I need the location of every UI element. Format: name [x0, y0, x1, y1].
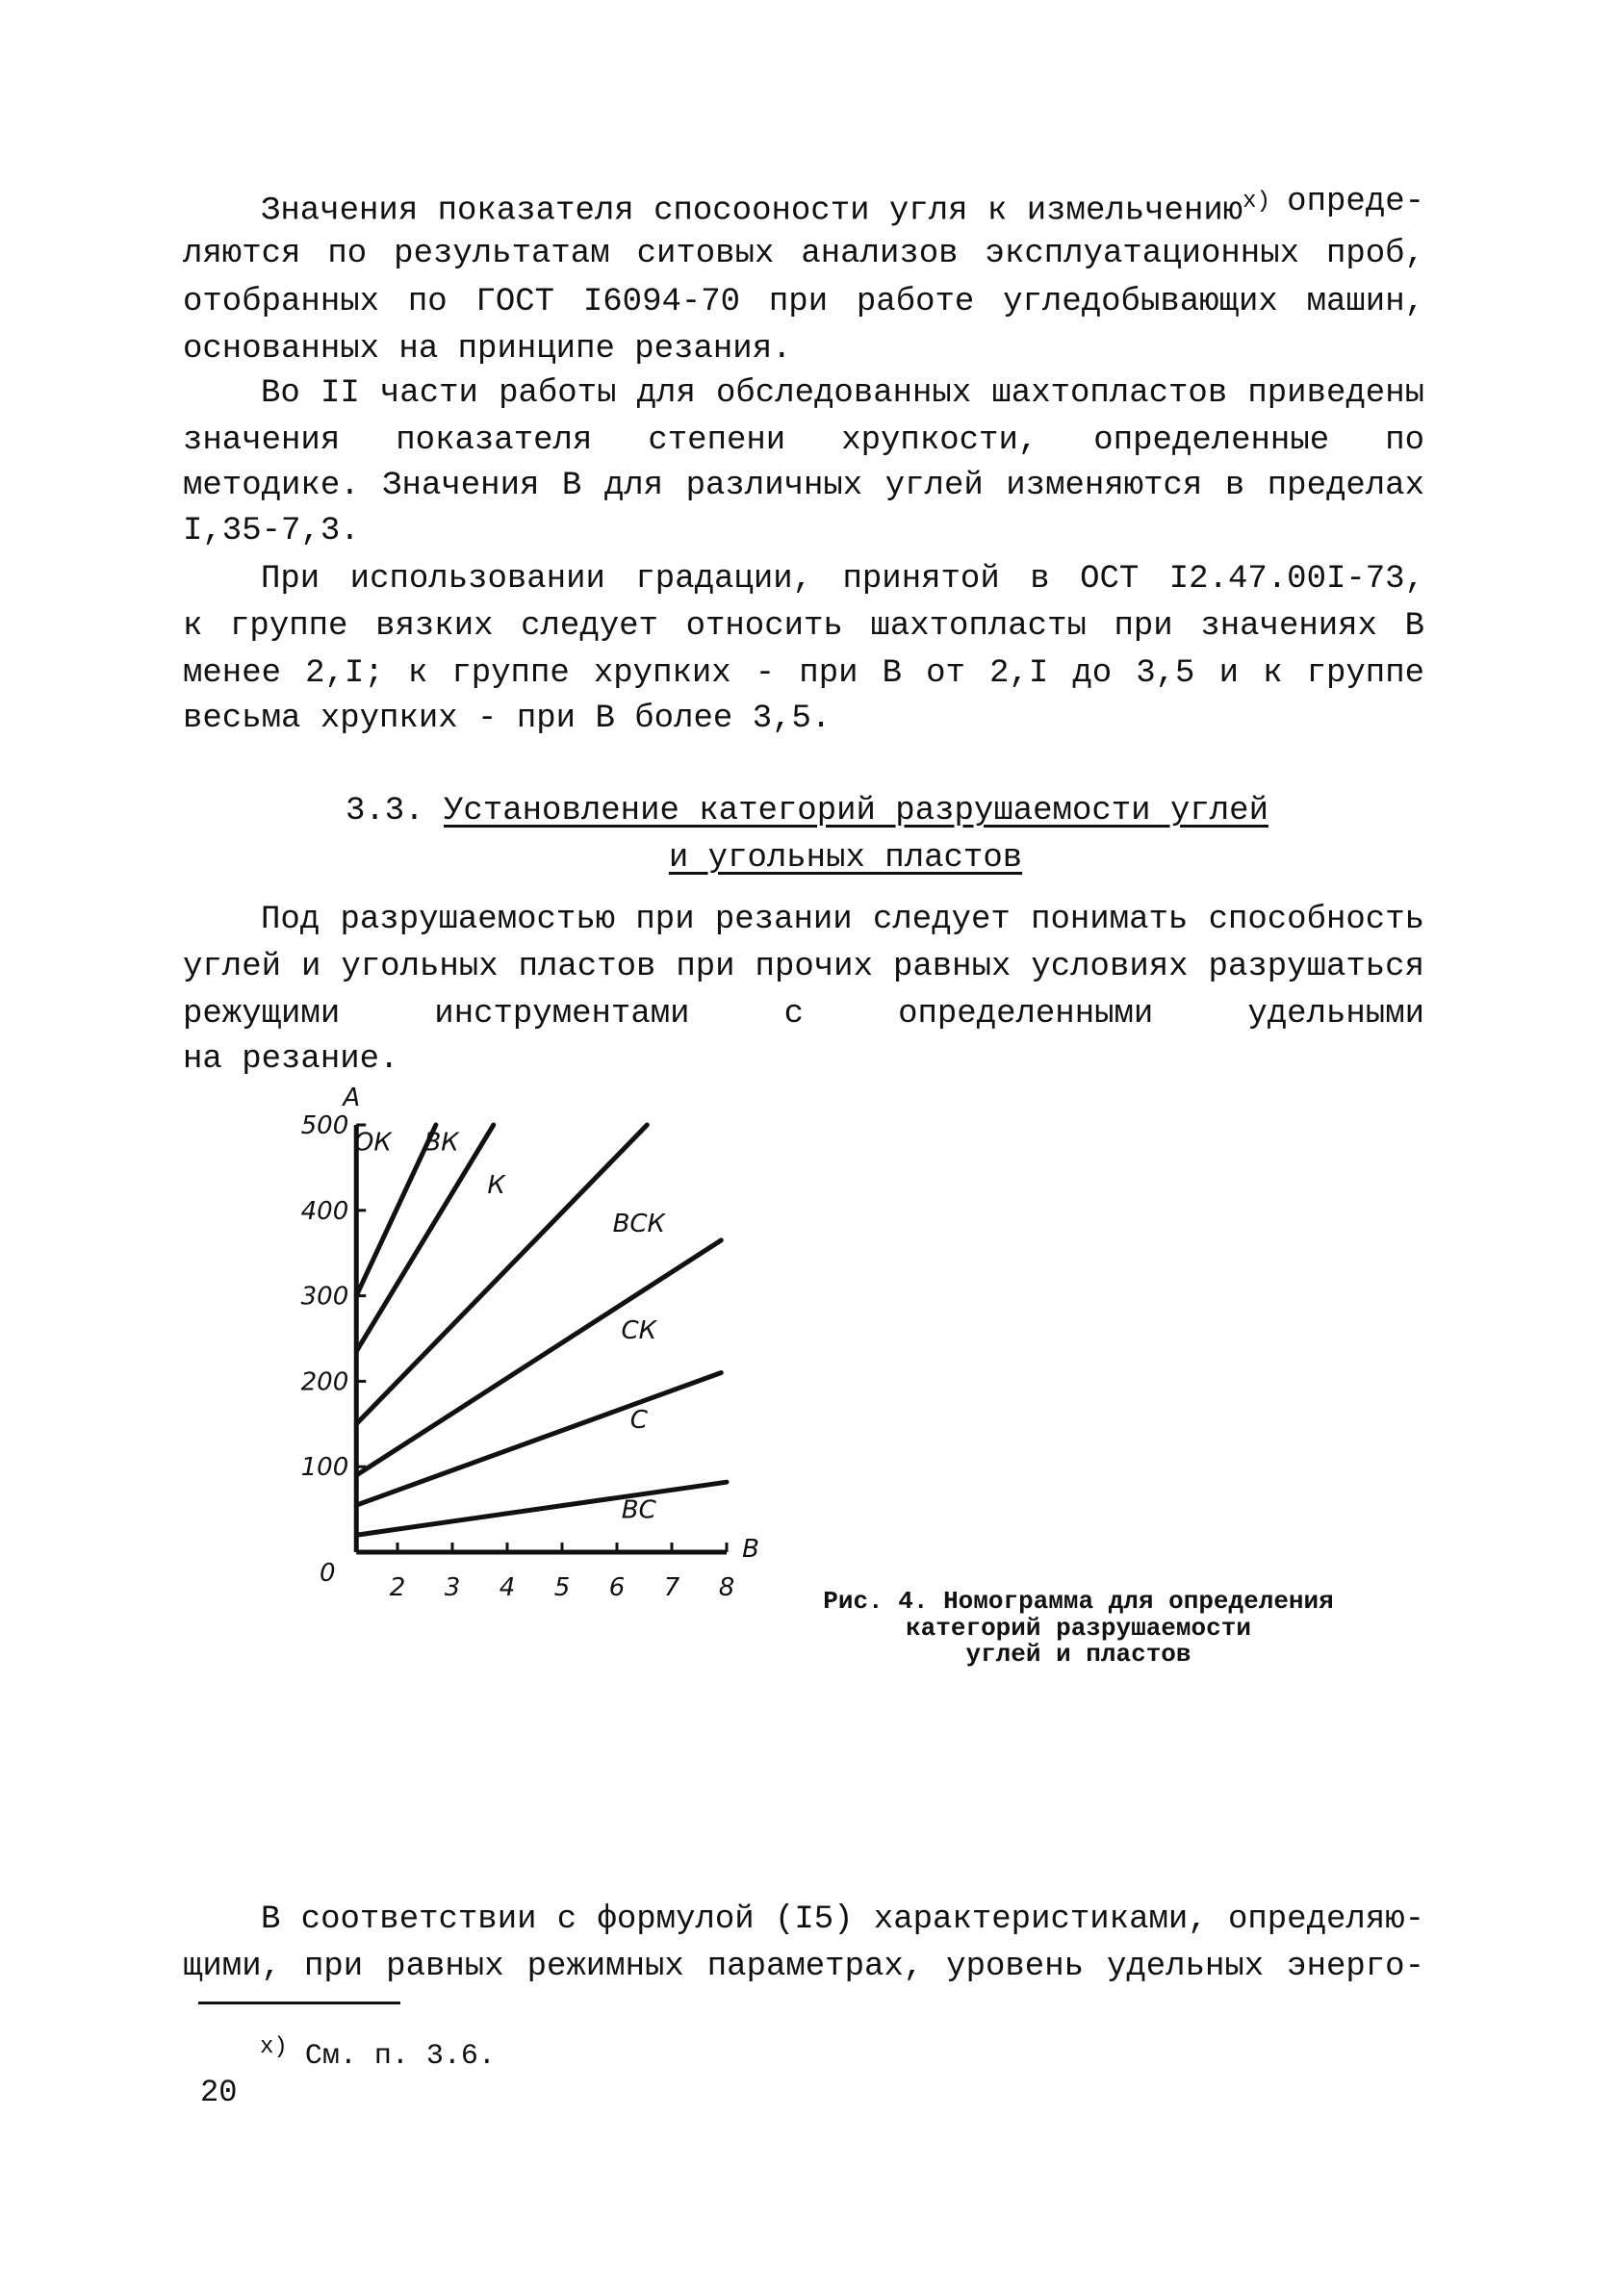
region-label: ВСК [612, 1210, 666, 1238]
paragraph2-line4: I,35-7,3. [183, 513, 360, 549]
paragraph1-line4: основанных на принципе резания. [183, 331, 792, 368]
paragraph2-line2: значения показателя степени хрупкости, определенные по [183, 422, 1424, 459]
region-label: С [629, 1406, 648, 1436]
region-label: ВС [621, 1495, 656, 1525]
paragraph3-line2: к группе вязких следует относить шахтопласты при значениях В [183, 608, 1424, 645]
paragraph5-line2: щими, при равных режимных параметрах, уровень удельных энерго- [183, 1949, 1424, 1985]
footnote-mark: x) [1243, 189, 1270, 215]
paragraph3-line3: менее 2,I; к группе хрупких - при В от 2,I до 3,5 и к группе [183, 655, 1424, 692]
boundary-line [353, 1125, 494, 1351]
text: Значения показателя спосооности угля к измельчению [261, 192, 1243, 230]
x-tick-label: 7 [663, 1573, 680, 1602]
paragraph5-line1: В соответствии с формулой (I5) характеристиками, определяю- [261, 1901, 1424, 1938]
y-tick-label: 200 [300, 1367, 349, 1397]
text-line-end: опреде- [1287, 184, 1424, 220]
paragraph1-line2: ляются по результатам ситовых анализов эксплуатационных проб, [183, 236, 1424, 272]
section-number: 3.3. [346, 793, 424, 829]
figure-caption-line2: категорий разрушаемости [906, 1614, 1251, 1643]
x-axis-label: B [742, 1535, 759, 1564]
y-tick-label: 500 [300, 1111, 349, 1140]
footnote [260, 2028, 1501, 2076]
figure-caption-line1: Рис. 4. Номограмма для определения [823, 1587, 1334, 1616]
y-tick-label: 400 [300, 1196, 349, 1226]
region-label: СК [621, 1316, 657, 1345]
paragraph3-line1: При использовании градации, принятой в ОСТ I2.47.00I-73, [261, 561, 1424, 598]
x-tick-label: 8 [718, 1573, 735, 1602]
x-tick-label: 5 [553, 1573, 571, 1602]
footnote-text: См. п. 3.6. [304, 2040, 496, 2073]
paragraph3-line4: весьма хрупких - при В более 3,5. [183, 701, 832, 737]
paragraph2-line1: Во II части работы для обследованных шахтопластов приведены [261, 375, 1424, 412]
page-number: 20 [200, 2075, 238, 2110]
region-label: К [487, 1171, 505, 1201]
paragraph4-line4: на резание. [183, 1041, 399, 1078]
x-tick-label: 6 [608, 1573, 626, 1602]
y-tick-label: 100 [300, 1453, 349, 1483]
region-label: ОК [353, 1128, 392, 1158]
section-title: Установление категорий разрушаемости углей [444, 793, 1268, 829]
section-title-cont: и угольных пластов [668, 840, 1023, 877]
paragraph2-line3: методике. Значения В для различных углей изменяются в пределах [183, 468, 1424, 504]
x-tick-label: 3 [444, 1573, 461, 1602]
y-tick-label: 300 [300, 1282, 349, 1312]
origin-label: 0 [319, 1559, 336, 1588]
y-axis-label: A [343, 1084, 361, 1112]
x-tick-label: 4 [499, 1573, 516, 1602]
boundary-line [356, 1482, 727, 1535]
paragraph4-line1: Под разрушаемостью при резании следует понимать способность [261, 902, 1424, 938]
x-tick-label: 2 [389, 1573, 406, 1602]
figure-caption-line3: углей и пластов [965, 1640, 1191, 1669]
footnote-mark: x) [260, 2034, 288, 2060]
paragraph1-line3: отобранных по ГОСТ I6094-70 при работе угледобывающих машин, [183, 284, 1424, 320]
paragraph4-line2: углей и угольных пластов при прочих равных условиях разрушаться [183, 949, 1424, 985]
footnote-divider [198, 2002, 400, 2004]
paragraph4-line3: режущими инструментами с определенными удельными [183, 996, 1424, 1033]
region-label: ВК [423, 1128, 459, 1158]
